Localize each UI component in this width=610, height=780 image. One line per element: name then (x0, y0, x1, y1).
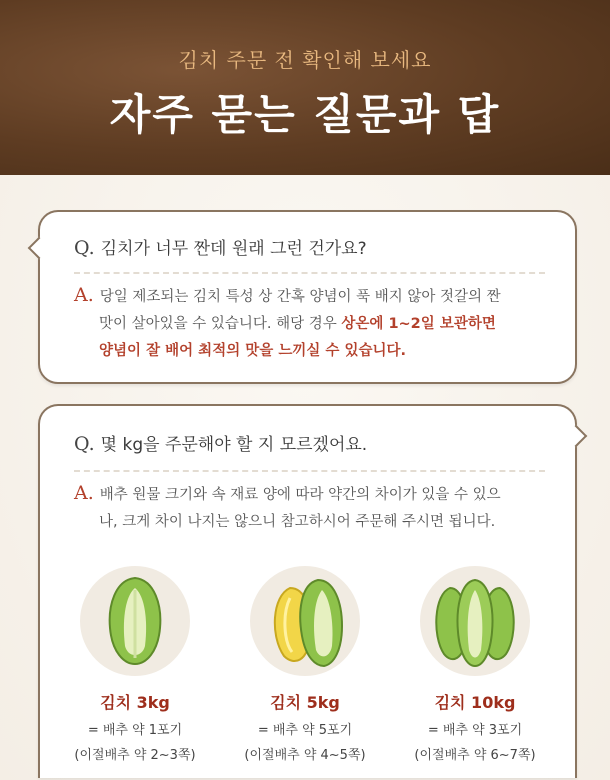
size-name: 김치 10kg (434, 693, 516, 712)
faq-card-2 (38, 404, 577, 778)
size-name: 김치 5kg (270, 693, 340, 712)
faq-card-1 (38, 210, 577, 384)
header-banner (0, 0, 610, 175)
answer-mark-label: A. (74, 284, 94, 306)
question-text: 김치가 너무 짠데 원래 그런 건가요? (100, 239, 367, 259)
faq-answer-2 (74, 480, 549, 536)
single-cabbage-icon (80, 566, 190, 676)
size-name: 김치 3kg (100, 693, 170, 712)
size-item-10kg (400, 566, 550, 763)
cabbage-count: = 배추 약 3포기 (427, 723, 523, 738)
answer-mark-label: A. (74, 482, 94, 504)
size-item-3kg (60, 566, 210, 763)
faq-question-2 (74, 430, 367, 455)
faq-answer-1 (74, 282, 549, 365)
half-cabbage-count: (이절배추 약 4~5쪽) (244, 748, 366, 763)
half-cabbage-count: (이절배추 약 2~3쪽) (74, 748, 196, 763)
question-mark-label: Q. (74, 433, 95, 455)
half-cabbage-count: (이절배추 약 6~7쪽) (414, 748, 536, 763)
cabbage-count: = 배추 약 1포기 (87, 723, 183, 738)
question-text: 몇 kg을 주문해야 할 지 모르겠어요. (100, 435, 368, 455)
faq-question-1 (74, 234, 367, 259)
header-subtitle: 김치 주문 전 확인해 보세요 (178, 48, 432, 72)
answer-line-2: 나, 크게 차이 나지는 않으니 참고하시어 주문해 주시면 됩니다. (99, 514, 496, 530)
cabbage-count: = 배추 약 5포기 (257, 723, 353, 738)
question-mark-label: Q. (74, 237, 95, 259)
divider (74, 272, 545, 274)
size-item-5kg (230, 566, 380, 763)
answer-line-1: 당일 제조되는 김치 특성 상 간혹 양념이 푹 배지 않아 젓갈의 짠 (99, 289, 501, 305)
answer-line-2: 맛이 살아있을 수 있습니다. 해당 경우 (99, 316, 342, 332)
divider (74, 470, 545, 472)
page-title: 자주 묻는 질문과 답 (109, 90, 501, 139)
answer-line-1: 배추 원물 크기와 속 재료 양에 따라 약간의 차이가 있을 수 있으 (99, 487, 501, 503)
answer-highlight-1: 상온에 1~2일 보관하면 (341, 316, 496, 332)
three-cabbages-icon (420, 566, 530, 676)
answer-highlight-2: 양념이 잘 배어 최적의 맛을 느끼실 수 있습니다. (99, 343, 406, 359)
two-cabbages-icon (250, 566, 360, 676)
